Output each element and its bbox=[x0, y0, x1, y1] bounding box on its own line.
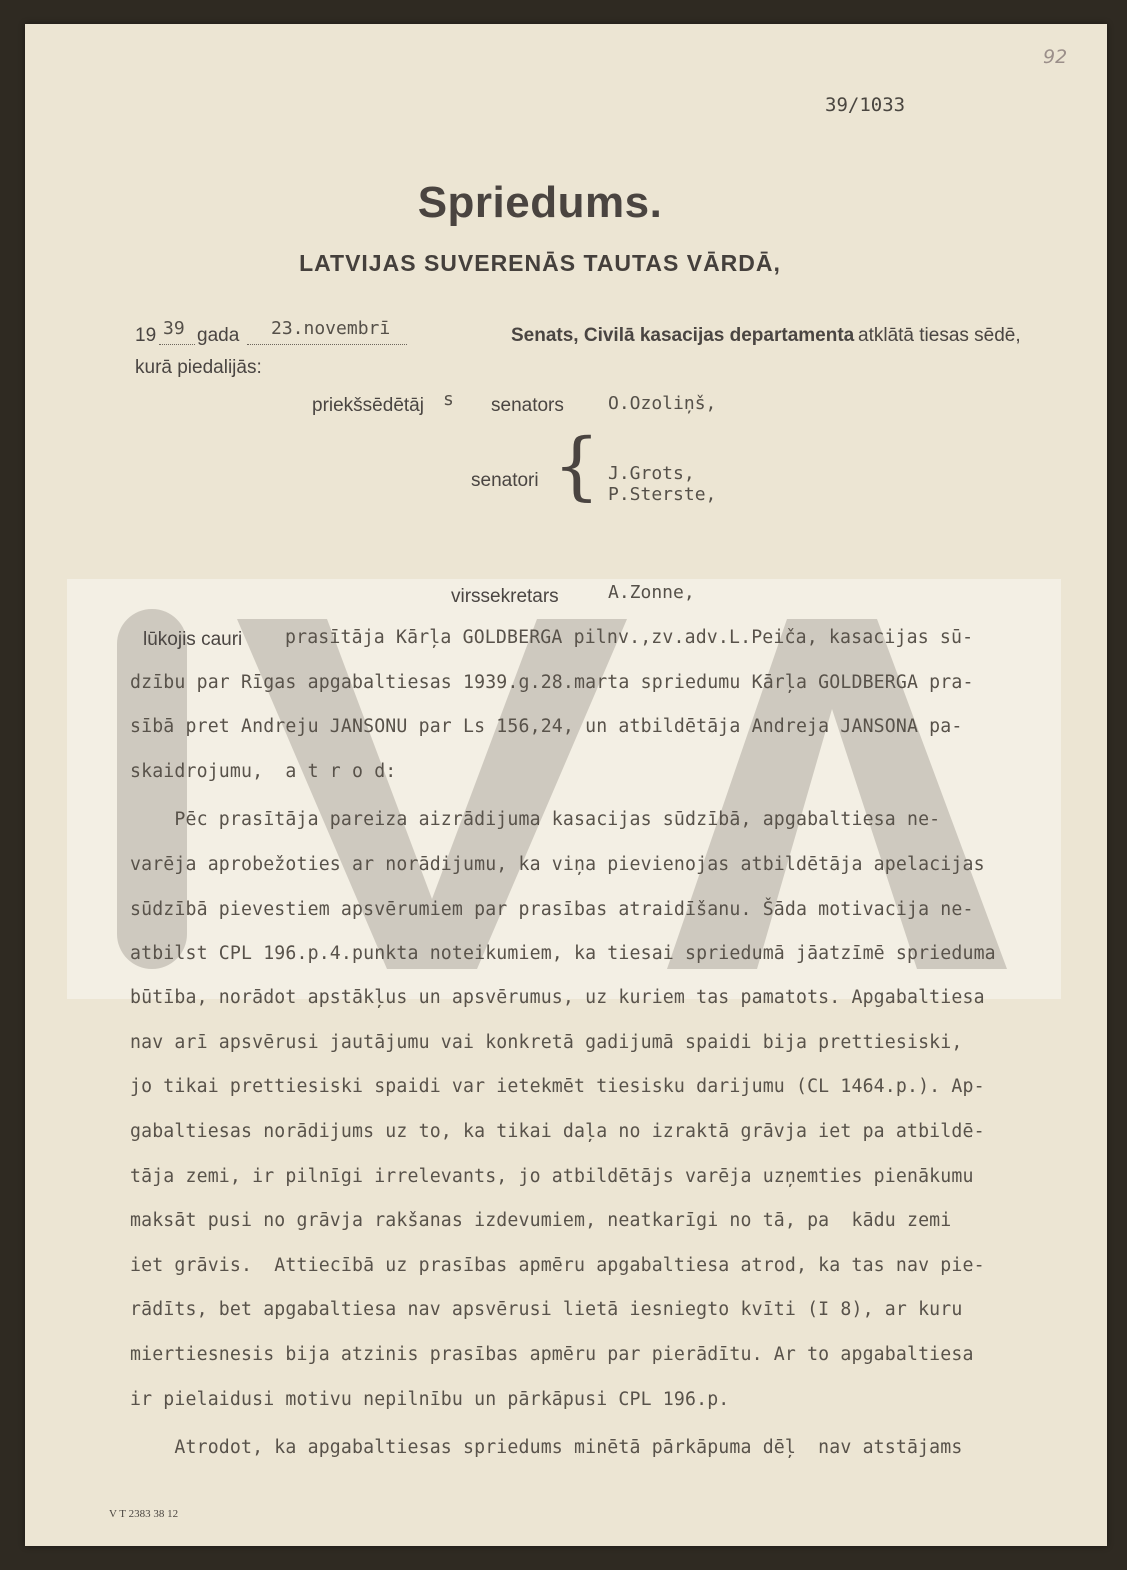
body-line: varēja aprobežoties ar norādijumu, ka viņa pievienojas atbildētāja apelacijas bbox=[130, 854, 985, 875]
body-line: jo tikai prettiesiski spaidi var ietekmēt tiesisku darijumu (CL 1464.p.). Ap- bbox=[130, 1076, 985, 1097]
reviewed-line: dzību par Rīgas apgabaltiesas 1939.g.28.marta spriedumu Kārļa GOLDBERGA pra- bbox=[130, 672, 974, 693]
court-name: Senats, Civilā kasacijas departamenta bbox=[511, 325, 855, 346]
body-line: Pēc prasītāja pareiza aizrādijuma kasacijas sūdzībā, apgabaltiesa ne- bbox=[130, 809, 941, 830]
year-suffix: 39 bbox=[163, 318, 185, 339]
chair-role: senators bbox=[491, 395, 564, 416]
body-line: maksāt pusi no grāvja rakšanas izdevumiem, neatkarīgi no tā, pa kādu zemi bbox=[130, 1210, 952, 1231]
year-prefix: 19 bbox=[135, 325, 157, 346]
body-line: rādīts, bet apgabaltiesa nav apsvērusi lietā iesniegto kvīti (I 8), ar kuru bbox=[130, 1299, 963, 1320]
body-line: būtība, norādot apstākļus un apsvērumus, uz kuriem tas pamatots. Apgabaltiesa bbox=[130, 987, 985, 1008]
chair-name: O.Ozoliņš, bbox=[608, 393, 717, 414]
reviewed-line: prasītāja Kārļa GOLDBERGA pilnv.,zv.adv.L.Peiča, kasacijas sū- bbox=[285, 627, 974, 648]
gada-label: gada bbox=[197, 325, 240, 346]
reviewed-label: lūkojis cauri bbox=[143, 629, 243, 650]
body-line: iet grāvis. Attiecībā uz prasības apmēru apgabaltiesa atrod, ka tas nav pie- bbox=[130, 1255, 985, 1276]
body-line: sūdzībā pievestiem apsvērumiem par prasības atraidīšanu. Šāda motivacija ne- bbox=[130, 899, 974, 920]
date-dotted-line bbox=[247, 344, 407, 345]
handwritten-page-number: 92 bbox=[1043, 46, 1068, 68]
senators-brace: { bbox=[553, 423, 601, 509]
body-line: atbilst CPL 196.p.4.punkta noteikumiem, ka tiesai spriedumā jāatzīmē sprieduma bbox=[130, 943, 996, 964]
chair-label: priekšsēdētāj bbox=[312, 395, 424, 416]
secretary-label: virssekretars bbox=[451, 586, 559, 607]
court-session: atklātā tiesas sēdē, bbox=[858, 325, 1021, 346]
reviewed-line: skaidrojumu, a t r o d: bbox=[130, 761, 397, 782]
reviewed-line: sībā pret Andreju JANSONU par Ls 156,24, un atbildētāja Andreja JANSONA pa- bbox=[130, 716, 963, 737]
secretary-name: A.Zonne, bbox=[608, 582, 695, 603]
body-line: ir pielaidusi motivu nepilnību un pārkāpusi CPL 196.p. bbox=[130, 1389, 730, 1410]
senator-name-1: J.Grots, bbox=[608, 463, 695, 484]
body-line: tāja zemi, ir pilnīgi irrelevants, jo atbildētājs varēja uzņemties pienākumu bbox=[130, 1166, 974, 1187]
body-line: gabaltiesas norādijums uz to, ka tikai daļa no izraktā grāvja iet pa atbildē- bbox=[130, 1121, 985, 1142]
document-title: Spriedums. bbox=[417, 178, 663, 227]
body-line: miertiesnesis bija atzinis prasības apmēru par pierādītu. Ar to apgabaltiesa bbox=[130, 1344, 974, 1365]
document-subtitle: LATVIJAS SUVERENĀS TAUTAS VĀRDĀ, bbox=[299, 250, 781, 276]
senator-name-2: P.Sterste, bbox=[608, 484, 717, 505]
body-line: Atrodot, ka apgabaltiesas spriedums minētā pārkāpuma dēļ nav atstājams bbox=[130, 1437, 963, 1458]
case-number: 39/1033 bbox=[825, 94, 906, 116]
chair-suffix: s bbox=[443, 389, 454, 410]
year-dotted-line bbox=[159, 344, 195, 345]
day-month: 23.novembrī bbox=[271, 318, 391, 339]
footer-print-code: V T 2383 38 12 bbox=[109, 1508, 179, 1520]
present-label: kurā piedalijās: bbox=[135, 357, 262, 378]
document-page bbox=[25, 24, 1107, 1546]
senators-label: senatori bbox=[471, 470, 539, 491]
body-line: nav arī apsvērusi jautājumu vai konkretā gadijumā spaidi bija prettiesiski, bbox=[130, 1032, 963, 1053]
